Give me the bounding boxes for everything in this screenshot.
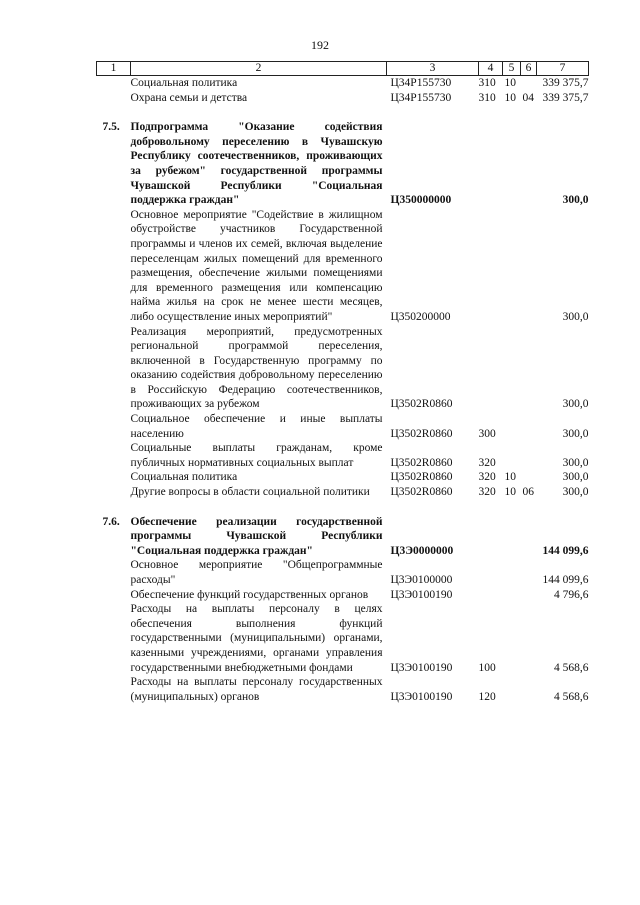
row-expense-type: [479, 325, 503, 413]
row-name: Социальное обеспечение и иные выплаты населению: [130, 413, 383, 440]
budget-table: [96, 61, 589, 704]
table-row: [97, 558, 589, 587]
row-section: [503, 675, 521, 704]
row-subsection: [521, 515, 537, 559]
row-amount: 144 099,6: [542, 544, 589, 557]
spacer-row: [97, 105, 589, 120]
table-row: [97, 325, 589, 413]
row-target-code: Ц3502R0860: [390, 456, 453, 469]
row-amount: 300,0: [562, 310, 589, 323]
row-number: [97, 412, 131, 441]
row-section: [503, 208, 521, 325]
row-name: Подпрограмма "Оказание содействия добровольному переселению в Чувашскую Республику соотечественников, проживающих за рубежом" государственной программы Чувашской Республики "Социальная поддержка граждан": [130, 121, 383, 207]
row-target-code: Ц3502R0860: [390, 471, 453, 484]
row-expense-type: [479, 208, 503, 325]
row-name: Социальная политика: [130, 471, 238, 484]
row-amount: 300,0: [562, 456, 589, 469]
header-cell-3: 3: [387, 62, 479, 76]
row-section: [503, 515, 521, 559]
row-name: Основное мероприятие "Общепрограммные расходы": [130, 559, 383, 586]
row-expense-type: 310: [478, 77, 496, 89]
table-header: [97, 62, 589, 76]
row-number: [97, 485, 131, 500]
row-number: [97, 76, 131, 91]
table-row: [97, 675, 589, 704]
spacer-cell: [97, 105, 589, 120]
row-number: [97, 588, 131, 603]
row-target-code: Ц34Р155730: [390, 77, 452, 89]
row-subsection: 04: [522, 91, 534, 104]
row-name: Обеспечение функций государственных органов: [130, 588, 369, 601]
row-target-code: Ц3Э0100190: [390, 588, 453, 601]
header-cell-2: 2: [131, 62, 387, 76]
table-row: [97, 485, 589, 500]
row-amount: 300,0: [562, 486, 589, 499]
row-number: [97, 91, 131, 106]
row-name: Расходы на выплаты персоналу в целях обеспечения выполнения функций государственными (муниципальными) органами, казенными учреждениями, органами управления государственными внебюджетными фондами: [130, 603, 383, 674]
row-subsection: 06: [522, 486, 534, 499]
row-amount: 4 568,6: [554, 661, 589, 674]
row-subsection: [521, 325, 537, 413]
row-target-code: Ц34Р155730: [390, 91, 452, 104]
row-target-code: Ц3Э0100000: [390, 574, 453, 586]
row-subsection: [521, 558, 537, 587]
row-name: Социальная политика: [130, 77, 238, 89]
row-amount: 300,0: [562, 194, 589, 207]
row-expense-type: 120: [478, 690, 496, 703]
row-expense-type: 300: [478, 427, 496, 440]
row-expense-type: [479, 588, 503, 603]
header-cell-5: 5: [503, 62, 521, 76]
row-section: 10: [504, 91, 516, 104]
row-section: 10: [504, 471, 516, 484]
row-subsection: [521, 470, 537, 485]
row-subsection: [521, 588, 537, 603]
row-expense-type: 310: [478, 91, 496, 104]
row-section: [503, 120, 521, 208]
header-row: [97, 62, 589, 76]
row-expense-type: 100: [478, 661, 496, 674]
row-section: [503, 558, 521, 587]
row-number: [97, 558, 131, 587]
row-name: Расходы на выплаты персоналу государственных (муниципальных) органов: [130, 676, 383, 703]
row-target-code: Ц3502R0860: [390, 486, 453, 499]
table-row: [97, 515, 589, 559]
spacer-row: [97, 500, 589, 515]
row-expense-type: 320: [478, 471, 496, 484]
row-number: 7.5.: [102, 121, 120, 134]
row-subsection: [521, 120, 537, 208]
header-cell-6: 6: [521, 62, 537, 76]
table-row: [97, 120, 589, 208]
row-amount: 300,0: [562, 427, 589, 440]
row-section: [503, 588, 521, 603]
row-amount: 339 375,7: [542, 77, 589, 89]
row-amount: 300,0: [562, 471, 589, 484]
row-name: Обеспечение реализации государственной программы Чувашской Республики "Социальная поддержка граждан": [130, 515, 383, 557]
row-name: Реализация мероприятий, предусмотренных региональной программой переселения, включенной в Государственную программу по оказанию содействия добровольному переселению в Российскую Федерацию соотечественников, проживающих за рубежом: [130, 325, 383, 411]
header-cell-4: 4: [479, 62, 503, 76]
row-target-code: Ц3502R0860: [390, 398, 453, 411]
row-expense-type: [479, 120, 503, 208]
header-cell-1: 1: [97, 62, 131, 76]
table-row: [97, 412, 589, 441]
row-amount: 339 375,7: [542, 91, 589, 104]
header-cell-7: 7: [537, 62, 589, 76]
row-amount: 300,0: [562, 398, 589, 411]
table-row: [97, 470, 589, 485]
row-name: Охрана семьи и детства: [130, 91, 248, 104]
row-number: [97, 470, 131, 485]
row-subsection: [521, 675, 537, 704]
row-expense-type: [479, 515, 503, 559]
row-target-code: Ц3Э0100190: [390, 690, 453, 703]
row-number: [97, 441, 131, 470]
row-subsection: [521, 208, 537, 325]
row-amount: 4 796,6: [554, 588, 589, 601]
row-target-code: Ц3502R0860: [390, 427, 453, 440]
table-row: [97, 91, 589, 106]
row-subsection: [521, 602, 537, 675]
row-name: Социальные выплаты гражданам, кроме публичных нормативных социальных выплат: [130, 442, 383, 469]
table-body: [97, 76, 589, 705]
row-subsection: [521, 441, 537, 470]
row-section: [503, 325, 521, 413]
row-number: 7.6.: [102, 515, 120, 528]
row-subsection: [521, 76, 537, 91]
row-number: [97, 208, 131, 325]
row-expense-type: [479, 558, 503, 587]
row-section: [503, 602, 521, 675]
row-target-code: Ц3Э0100190: [390, 661, 453, 674]
table-row: [97, 588, 589, 603]
row-subsection: [521, 412, 537, 441]
row-expense-type: 320: [478, 486, 496, 499]
row-number: [97, 325, 131, 413]
row-section: 10: [504, 486, 516, 499]
table-row: [97, 208, 589, 325]
row-name: Другие вопросы в области социальной политики: [130, 486, 370, 499]
row-expense-type: 320: [478, 456, 496, 469]
table-row: [97, 602, 589, 675]
row-section: [503, 412, 521, 441]
spacer-cell: [97, 500, 589, 515]
table-row: [97, 76, 589, 91]
page-number: 192: [311, 38, 329, 52]
row-target-code: Ц3Э0000000: [390, 544, 454, 557]
row-amount: 144 099,6: [542, 574, 589, 586]
row-name: Основное мероприятие "Содействие в жилищном обустройстве участников Государственной программы и членов их семей, включая выделение переселенцам жилых помещений для временного размещения, обеспечение жилыми помещениями для временного размещения или компенсацию найма жилья на срок не менее шести месяцев, либо осуществление иных мероприятий": [130, 208, 383, 323]
row-amount: 4 568,6: [554, 690, 589, 703]
row-number: [97, 602, 131, 675]
row-section: 10: [504, 77, 516, 89]
row-target-code: Ц350000000: [390, 194, 452, 207]
row-number: [97, 675, 131, 704]
table-row: [97, 441, 589, 470]
row-section: [503, 441, 521, 470]
row-target-code: Ц350200000: [390, 310, 451, 323]
